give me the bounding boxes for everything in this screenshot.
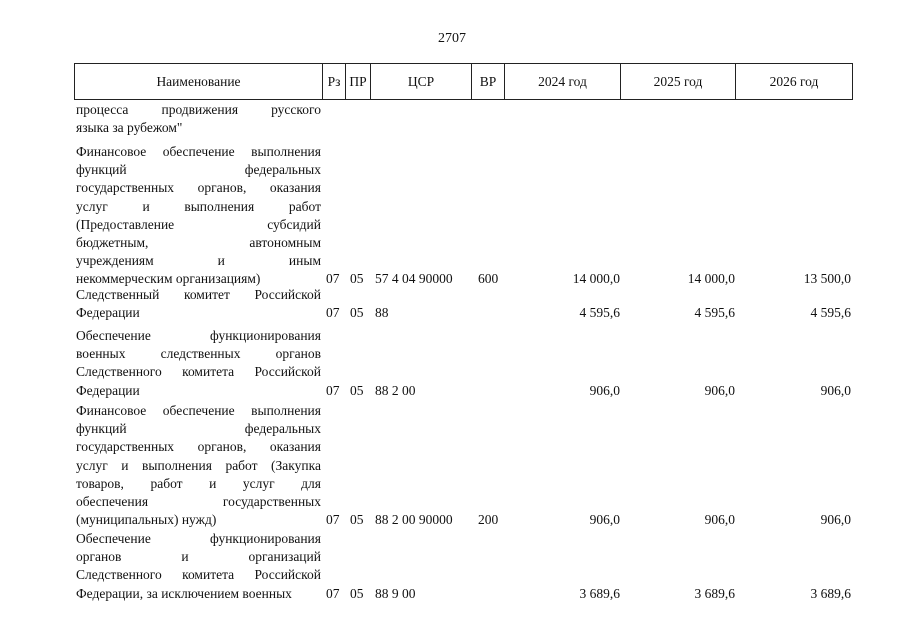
row-name-line: языка за рубежом" (76, 120, 183, 136)
cell-csr: 88 2 00 90000 (375, 512, 453, 528)
cell-rz: 07 (326, 512, 340, 528)
row-name-line: процесса продвижения русского (76, 102, 321, 117)
row-name-line: органов и организаций (76, 549, 321, 565)
row-name-line: (Предоставление субсидий (76, 216, 321, 232)
cell-csr: 57 4 04 90000 (375, 271, 453, 287)
cell-rz: 07 (326, 585, 340, 601)
row-name-line: функций федеральных (76, 421, 321, 437)
row-name-line: военных следственных органов (76, 346, 321, 362)
row-name-line: Федерации (76, 382, 140, 398)
cell-y2024: 3 689,6 (579, 585, 620, 601)
header-2024: 2024 год (505, 64, 621, 99)
row-name (76, 143, 321, 289)
cell-y2024: 4 595,6 (579, 305, 620, 321)
row-name-line: (муниципальных) нужд) (76, 512, 217, 528)
cell-y2026: 906,0 (820, 512, 851, 528)
row-name-line: Финансовое обеспечение выполнения (76, 403, 321, 418)
header-pr: ПР (346, 64, 371, 99)
cell-y2024: 14 000,0 (572, 271, 620, 287)
cell-pr: 05 (350, 305, 364, 321)
row-name-line: Финансовое обеспечение выполнения (76, 144, 321, 159)
cell-vr: 600 (478, 271, 499, 287)
header-rz: Рз (323, 64, 346, 99)
cell-y2026: 3 689,6 (810, 585, 851, 601)
row-name (76, 530, 321, 603)
table-header (74, 63, 853, 100)
cell-y2026: 906,0 (820, 382, 851, 398)
row-name-line: товаров, работ и услуг для (76, 475, 321, 491)
row-name-line: Федерации (76, 305, 140, 321)
header-2025: 2025 год (621, 64, 736, 99)
row-name-line: государственных органов, оказания (76, 439, 321, 455)
row-name-line: государственных органов, оказания (76, 180, 321, 196)
header-csr: ЦСР (371, 64, 472, 99)
row-name-line: Следственного комитета Российской (76, 567, 321, 583)
cell-y2025: 4 595,6 (694, 305, 735, 321)
cell-rz: 07 (326, 305, 340, 321)
row-name-line: Обеспечение функционирования (76, 531, 321, 546)
row-name-line: бюджетным, автономным (76, 235, 321, 251)
row-name-line: Обеспечение функционирования (76, 328, 321, 343)
cell-y2024: 906,0 (589, 512, 620, 528)
row-name-line: Следственный комитет Российской (76, 287, 321, 302)
cell-vr: 200 (478, 512, 499, 528)
cell-y2025: 906,0 (704, 382, 735, 398)
row-name (76, 286, 321, 322)
row-name-line: функций федеральных (76, 162, 321, 178)
row-name (76, 101, 321, 137)
row-name-line: услуг и выполнения работ (76, 198, 321, 214)
cell-pr: 05 (350, 585, 364, 601)
cell-y2025: 14 000,0 (687, 271, 735, 287)
row-name-line: Федерации, за исключением военных (76, 585, 292, 601)
header-2026: 2026 год (769, 74, 819, 89)
row-name (76, 402, 321, 529)
row-name-line: обеспечения государственных (76, 494, 321, 510)
cell-csr: 88 2 00 (375, 382, 416, 398)
cell-pr: 05 (350, 512, 364, 528)
header-vr: ВР (472, 64, 505, 99)
cell-y2025: 3 689,6 (694, 585, 735, 601)
cell-y2026: 4 595,6 (810, 305, 851, 321)
cell-y2026: 13 500,0 (803, 271, 851, 287)
cell-csr: 88 (375, 305, 389, 321)
row-name-line: учреждениям и иным (76, 253, 321, 269)
row-name-line: Следственного комитета Российской (76, 364, 321, 380)
cell-rz: 07 (326, 382, 340, 398)
row-name (76, 327, 321, 400)
row-name-line: услуг и выполнения работ (Закупка (76, 457, 321, 473)
cell-rz: 07 (326, 271, 340, 287)
row-name-line: некоммерческим организациям) (76, 271, 261, 287)
page-number: 2707 (438, 31, 466, 46)
cell-y2024: 906,0 (589, 382, 620, 398)
header-name: Наименование (75, 64, 323, 99)
cell-y2025: 906,0 (704, 512, 735, 528)
cell-csr: 88 9 00 (375, 585, 416, 601)
cell-pr: 05 (350, 382, 364, 398)
cell-pr: 05 (350, 271, 364, 287)
